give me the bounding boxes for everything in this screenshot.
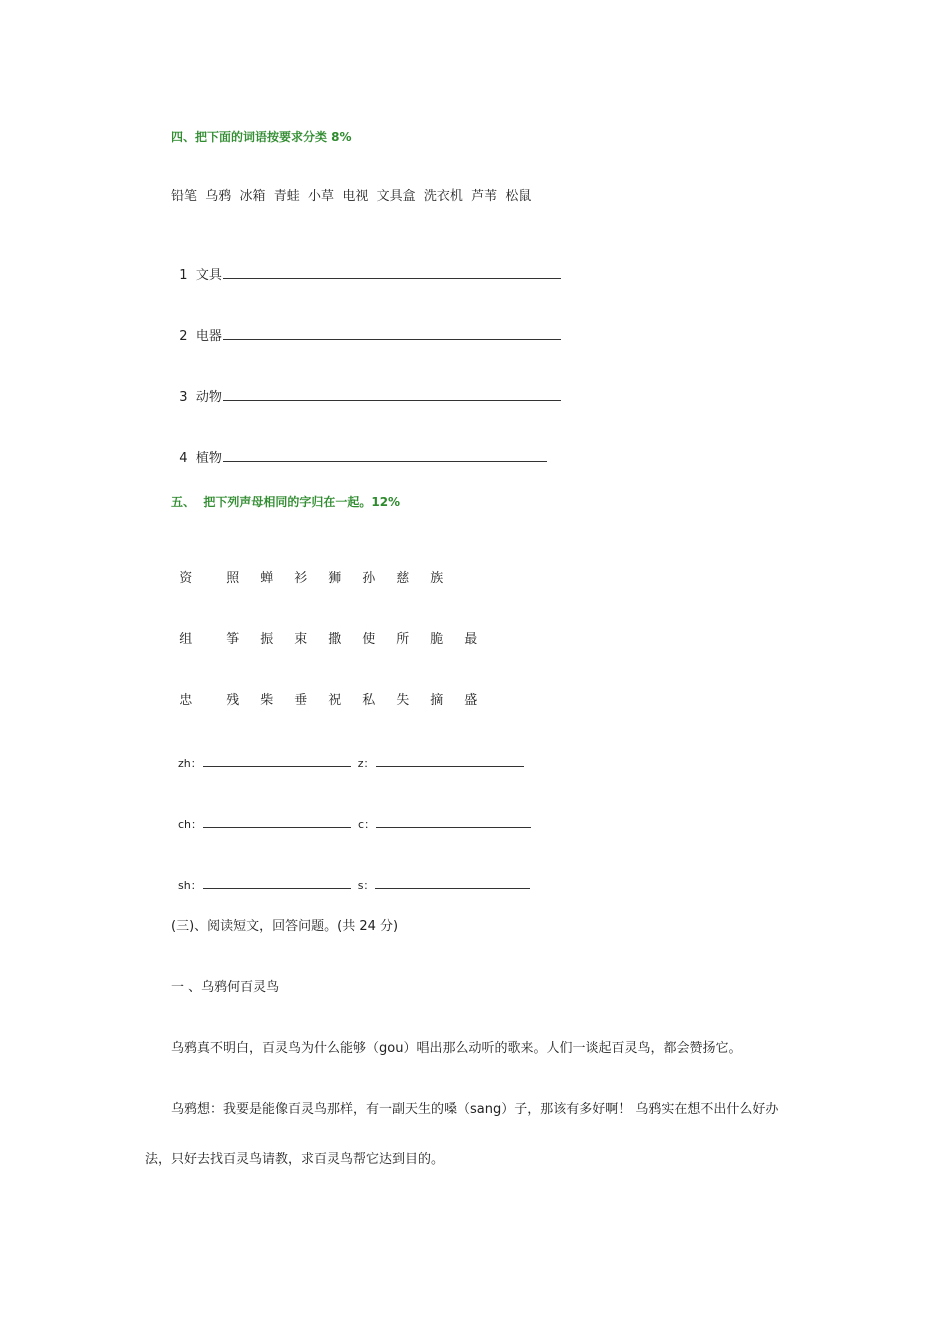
char: 最	[464, 632, 478, 647]
category-number: 4	[179, 451, 188, 466]
char: 柴	[260, 693, 274, 708]
char: 忠	[179, 693, 193, 708]
answer-blank[interactable]	[203, 815, 351, 828]
passage-title: 一 、乌鸦何百灵鸟	[171, 980, 280, 995]
category-number: 2	[179, 329, 188, 344]
passage-paragraph-2: 乌鸦想：我要是能像百灵鸟那样，有一副天生的嗓（sang）子，那该有多好啊！ 乌鸦实在想不出什么好办	[171, 1102, 779, 1117]
char: 使	[362, 632, 376, 647]
section4-heading: 四、把下面的词语按要求分类 8%	[171, 130, 352, 144]
pinyin-label: zh：	[178, 757, 202, 770]
category-number: 3	[179, 390, 188, 405]
char: 组	[179, 632, 193, 647]
passage-paragraph-2-cont: 法，只好去找百灵鸟请教，求百灵鸟帮它达到目的。	[145, 1152, 445, 1167]
section3-heading: (三)、阅读短文，回答问题。(共 24 分)	[171, 919, 399, 934]
char: 所	[396, 632, 410, 647]
passage-paragraph-1: 乌鸦真不明白，百灵鸟为什么能够（gou）唱出那么动听的歌来。人们一谈起百灵鸟，都会赞扬它。	[171, 1041, 742, 1056]
category-number: 1	[179, 268, 188, 283]
char: 残	[226, 693, 240, 708]
answer-blank[interactable]	[223, 327, 561, 340]
char: 撒	[328, 632, 342, 647]
pinyin-row-zh	[171, 738, 524, 772]
char: 振	[260, 632, 274, 647]
char: 脆	[430, 632, 444, 647]
answer-blank[interactable]	[223, 449, 547, 462]
category-label: 电器	[195, 329, 222, 344]
word-list: 铅笔 乌鸦 冰箱 青蛙 小草 电视 文具盒 洗衣机 芦苇 松鼠	[171, 189, 532, 204]
pinyin-label: sh：	[178, 879, 202, 892]
pinyin-label: z：	[357, 757, 375, 770]
char: 私	[362, 693, 376, 708]
char: 照	[226, 571, 240, 586]
pinyin-label: ch：	[178, 818, 203, 831]
answer-blank[interactable]	[375, 876, 530, 889]
answer-blank[interactable]	[376, 815, 531, 828]
section5-heading: 五、 把下列声母相同的字归在一起。12%	[171, 495, 401, 509]
category-label: 动物	[195, 390, 222, 405]
answer-blank[interactable]	[203, 754, 351, 767]
char: 祝	[328, 693, 342, 708]
answer-blank[interactable]	[223, 266, 561, 279]
category-row-2	[171, 311, 561, 345]
category-row-3	[171, 372, 561, 406]
char: 蝉	[260, 571, 274, 586]
char: 摘	[430, 693, 444, 708]
char: 垂	[294, 693, 308, 708]
answer-blank[interactable]	[223, 388, 561, 401]
answer-blank[interactable]	[376, 754, 524, 767]
pinyin-label: c：	[358, 818, 376, 831]
pinyin-label: s：	[357, 879, 375, 892]
answer-blank[interactable]	[203, 876, 351, 889]
category-label: 文具	[195, 268, 222, 283]
category-row-1	[171, 250, 561, 284]
pinyin-row-ch	[171, 799, 531, 833]
char-row-3	[171, 677, 498, 709]
char: 失	[396, 693, 410, 708]
pinyin-row-sh	[171, 860, 530, 894]
char-row-2	[171, 616, 498, 648]
char: 筝	[226, 632, 240, 647]
char-row-1	[171, 555, 464, 587]
category-row-4	[171, 433, 547, 467]
char: 孙	[362, 571, 376, 586]
char: 资	[179, 571, 193, 586]
char: 盛	[464, 693, 478, 708]
char: 束	[294, 632, 308, 647]
char: 衫	[294, 571, 308, 586]
char: 狮	[328, 571, 342, 586]
char: 慈	[396, 571, 410, 586]
category-label: 植物	[195, 451, 222, 466]
char: 族	[430, 571, 444, 586]
